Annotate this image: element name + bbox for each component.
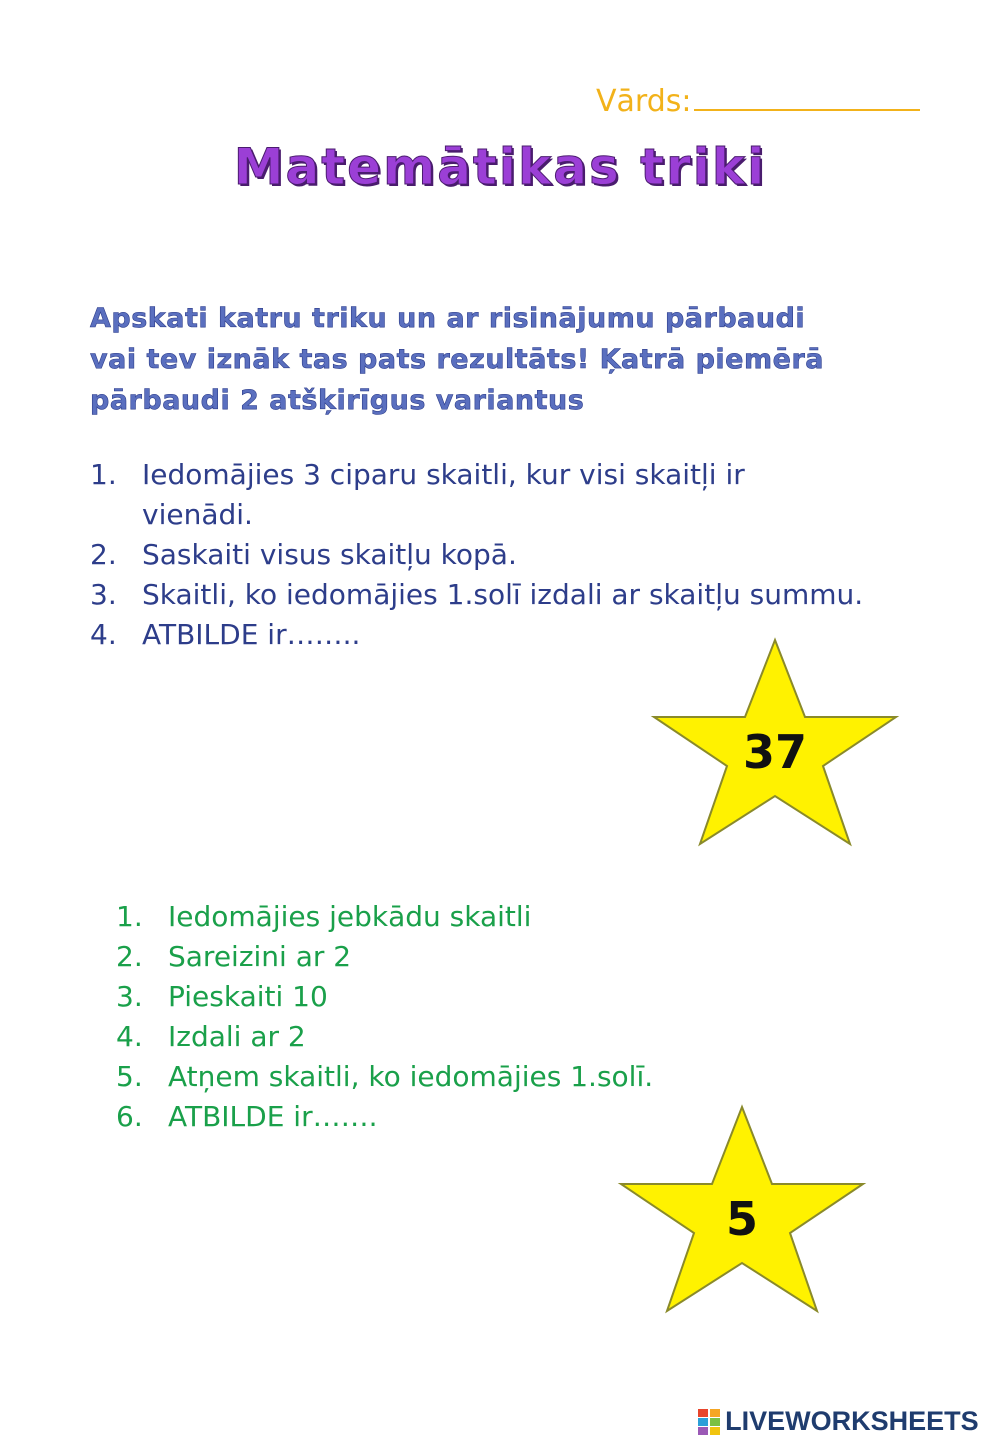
step-text: Sareizini ar 2 bbox=[168, 940, 352, 973]
list-item bbox=[116, 897, 816, 937]
intro-line: pārbaudi 2 atšķirīgus variantus bbox=[90, 385, 585, 416]
intro-text bbox=[90, 298, 930, 421]
list-item bbox=[116, 1017, 816, 1057]
name-field bbox=[596, 84, 920, 119]
page-title: Matemātikas triki bbox=[233, 138, 767, 196]
footer-brand bbox=[698, 1406, 979, 1440]
step-number: 1. bbox=[90, 458, 117, 491]
step-text: ATBILDE ir……. bbox=[168, 1100, 378, 1133]
step-number: 3. bbox=[90, 578, 117, 611]
step-text: Izdali ar 2 bbox=[168, 1020, 306, 1053]
answer-star-2-value: 5 bbox=[725, 1192, 758, 1246]
step-text: Skaitli, ko iedomājies 1.solī izdali ar skaitļu summu. bbox=[142, 578, 864, 611]
step-text: Pieskaiti 10 bbox=[168, 980, 328, 1013]
name-label: Vārds: bbox=[596, 84, 692, 119]
step-number: 6. bbox=[116, 1100, 143, 1133]
list-item bbox=[90, 575, 950, 615]
step-number: 1. bbox=[116, 900, 143, 933]
intro-line: vai tev iznāk tas pats rezultāts! Ķatrā piemērā bbox=[90, 344, 824, 375]
footer-brand-text: LIVEWORKSHEETS bbox=[725, 1406, 979, 1436]
step-text: Saskaiti visus skaitļu kopā. bbox=[142, 538, 517, 571]
step-number: 4. bbox=[90, 618, 117, 651]
step-number: 4. bbox=[116, 1020, 143, 1053]
list-item bbox=[90, 455, 950, 535]
name-input-line[interactable] bbox=[694, 109, 920, 111]
step-text: Atņem skaitli, ko iedomājies 1.solī. bbox=[168, 1060, 654, 1093]
step-number: 5. bbox=[116, 1060, 143, 1093]
answer-star-1-value: 37 bbox=[742, 725, 807, 779]
trick2-steps bbox=[116, 897, 816, 1137]
step-number: 3. bbox=[116, 980, 143, 1013]
liveworksheets-logo-icon bbox=[698, 1409, 720, 1435]
step-text: ATBILDE ir…….. bbox=[142, 618, 361, 651]
list-item bbox=[116, 1057, 816, 1097]
intro-line: Apskati katru triku un ar risinājumu pārbaudi bbox=[90, 303, 806, 334]
list-item bbox=[90, 535, 950, 575]
list-item bbox=[116, 937, 816, 977]
step-number: 2. bbox=[90, 538, 117, 571]
step-text: Iedomājies 3 ciparu skaitli, kur visi skaitļi ir bbox=[142, 458, 745, 491]
step-text-continued: vienādi. bbox=[142, 498, 253, 531]
trick1-steps bbox=[90, 455, 950, 655]
list-item bbox=[116, 977, 816, 1017]
step-number: 2. bbox=[116, 940, 143, 973]
step-text: Iedomājies jebkādu skaitli bbox=[168, 900, 532, 933]
